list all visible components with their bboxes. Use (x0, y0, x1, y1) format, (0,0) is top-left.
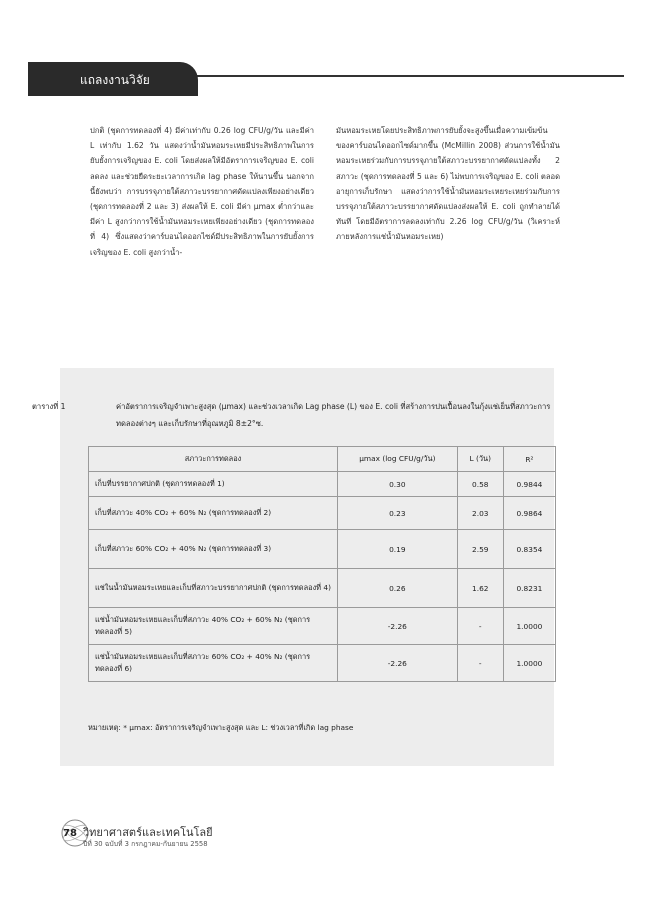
table-row (89, 530, 556, 569)
cell-condition: แช่ในน้ำมันหอมระเหยและเก็บที่สภาวะบรรยากาศปกติ (ชุดการทดลองที่ 4) (89, 569, 338, 608)
cell-r2: 1.0000 (503, 645, 555, 682)
table-row (89, 472, 556, 497)
header-mu: μmax (log CFU/g/วัน) (338, 447, 458, 472)
cell-lag: 2.03 (457, 497, 503, 530)
header-condition: สภาวะการทดลอง (89, 447, 338, 472)
cell-mu: 0.23 (338, 497, 458, 530)
cell-lag: 2.59 (457, 530, 503, 569)
table-row (89, 569, 556, 608)
issue-info: ปีที่ 30 ฉบับที่ 3 กรกฎาคม-กันยายน 2558 (83, 840, 208, 848)
cell-mu: 0.19 (338, 530, 458, 569)
cell-r2: 0.9844 (503, 472, 555, 497)
cell-r2: 1.0000 (503, 608, 555, 645)
cell-mu: -2.26 (338, 645, 458, 682)
cell-mu: -2.26 (338, 608, 458, 645)
table-note: หมายเหตุ: * μmax: อัตราการเจริญจำเพาะสูงสุด และ L: ช่วงเวลาที่เกิด lag phase (88, 723, 354, 732)
header-r2: R² (503, 447, 555, 472)
body-right-column: มันหอมระเหยโดยประสิทธิภาพการยับยั้งจะสูงขึ้นเมื่อความเข้มข้นของคาร์บอนไดออกไซด์มากขึ้น (McMillin 2008) ส่วนการใช้น้ำมันหอมระเหยร่วมกับการบรรจุภายใต้สภาวะบรรยากาศดัดแปลงทั้ง 2 สภาวะ (ชุดการทดลองที่ 5 และ 6) ไม่พบการเจริญของ E. coli ตลอดอายุการเก็บรักษา แสดงว่าการใช้น้ำมันหอมระเหยระเหยร่วมกับการบรรจุภายใต้สภาวะบรรยากาศดัดแปลงส่งผลให้ E. coli ถูกทำลายได้ทันที โดยมีอัตราการลดลงเท่ากับ 2.26 log CFU/g/วัน (วิเคราะห์ภายหลังการแช่น้ำมันหอมระเหย) (336, 126, 560, 242)
data-table (88, 446, 556, 682)
header-lag: L (วัน) (457, 447, 503, 472)
table-header-row (89, 447, 556, 472)
table-row (89, 645, 556, 682)
cell-lag: 0.58 (457, 472, 503, 497)
cell-condition: เก็บที่สภาวะ 40% CO₂ + 60% N₂ (ชุดการทดลองที่ 2) (89, 497, 338, 530)
cell-r2: 0.9864 (503, 497, 555, 530)
body-left-column: ปกติ (ชุดการทดลองที่ 4) มีค่าเท่ากับ 0.26 log CFU/g/วัน และมีค่า L เท่ากับ 1.62 วัน แสดงว่าน้ำมันหอมระเหยมีประสิทธิภาพในการยับยั้งการเจริญของ E. coli โดยส่งผลให้มีอัตราการเจริญของ E. coli ลดลง และช่วยยืดระยะเวลาการเกิด lag phase ให้นานขึ้น นอกจากนี้ยังพบว่า การบรรจุภายใต้สภาวะบรรยากาศดัดแปลงเพียงอย่างเดียว (ชุดการทดลองที่ 2 และ 3) ส่งผลให้ E. coli มีค่า μmax ต่ำกว่าและมีค่า L สูงกว่าการใช้น้ำมันหอมระเหยเพียงอย่างเดียว (ชุดการทดลองที่ 4) ซึ่งแสดงว่าคาร์บอนไดออกไซด์มีประสิทธิภาพในการยับยั้งการเจริญของ E. coli สูงกว่าน้ำ- (90, 126, 314, 257)
table-caption-text: ค่าอัตราการเจริญจำเพาะสูงสุด (μmax) และช่วงเวลาเกิด Lag phase (L) ของ E. coli ที่สร้างการปนเปื้อนลงในกุ้งแช่เย็นที่สภาวะการทดลองต่างๆ และเก็บรักษาที่อุณหภูมิ 8±2°ซ. (116, 402, 551, 428)
cell-lag: 1.62 (457, 569, 503, 608)
cell-condition: แช่น้ำมันหอมระเหยและเก็บที่สภาวะ 40% CO₂ + 60% N₂ (ชุดการทดลองที่ 5) (89, 608, 338, 645)
cell-lag: - (457, 645, 503, 682)
table-label: ตารางที่ 1 (32, 402, 66, 411)
cell-mu: 0.30 (338, 472, 458, 497)
table-row (89, 497, 556, 530)
section-title: แถลงงานวิจัย (80, 73, 150, 87)
cell-condition: เก็บที่สภาวะ 60% CO₂ + 40% N₂ (ชุดการทดลองที่ 3) (89, 530, 338, 569)
section-tab (28, 62, 198, 96)
cell-mu: 0.26 (338, 569, 458, 608)
cell-condition: แช่น้ำมันหอมระเหยและเก็บที่สภาวะ 60% CO₂ + 40% N₂ (ชุดการทดลองที่ 6) (89, 645, 338, 682)
body-text (90, 123, 560, 303)
table-row (89, 608, 556, 645)
magazine-title: วิทยาศาสตร์และเทคโนโลยี (83, 826, 213, 839)
cell-condition: เก็บที่บรรยากาศปกติ (ชุดการทดลองที่ 1) (89, 472, 338, 497)
cell-r2: 0.8354 (503, 530, 555, 569)
cell-r2: 0.8231 (503, 569, 555, 608)
cell-lag: - (457, 608, 503, 645)
page-number: 78 (63, 828, 77, 839)
